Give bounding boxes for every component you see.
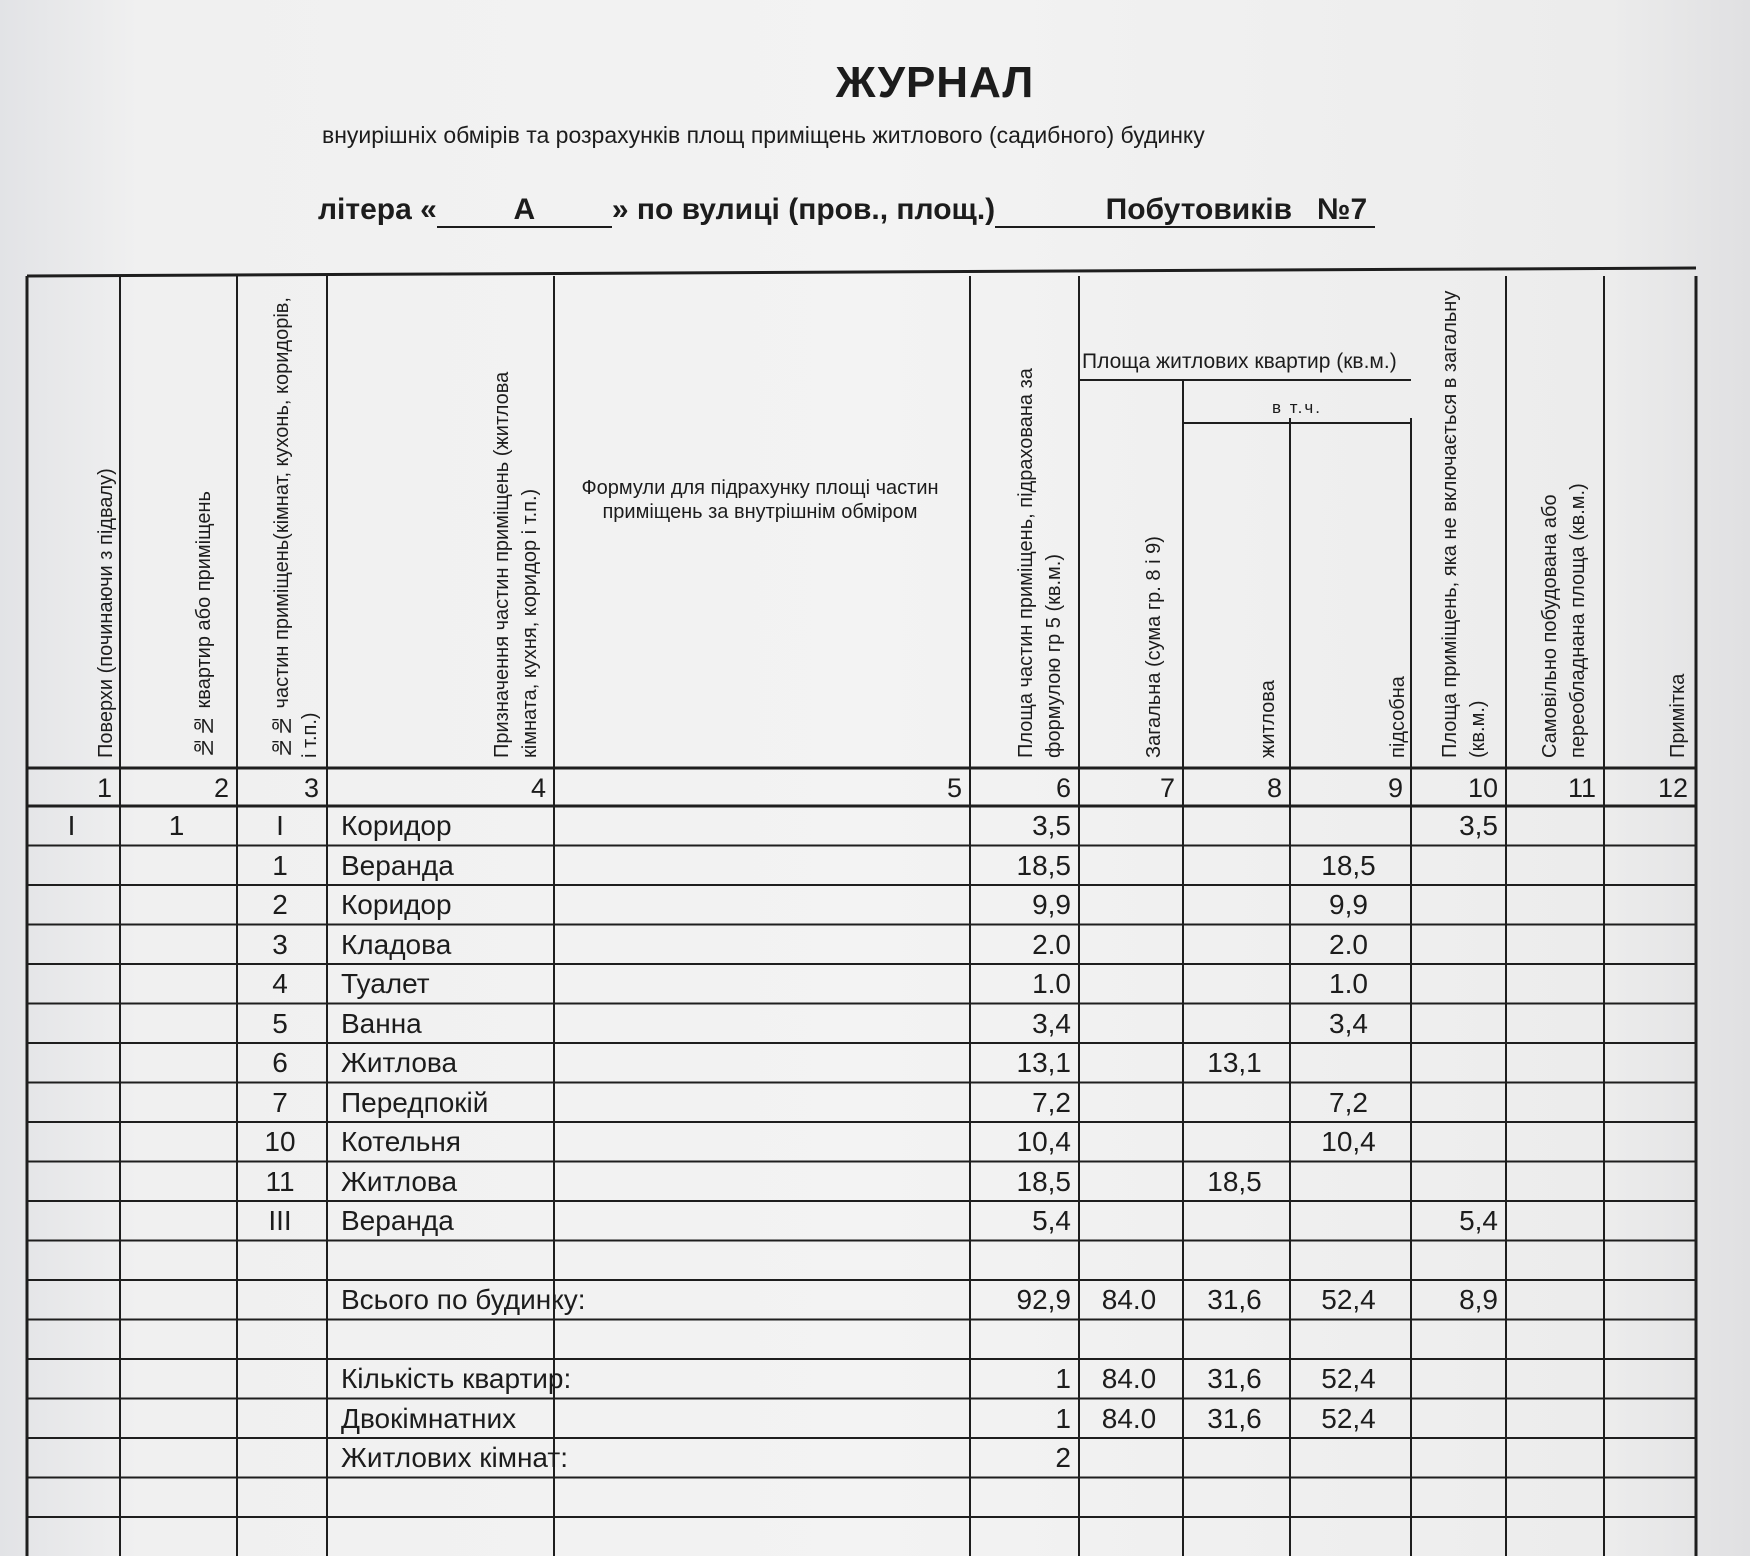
column-number: 9 (1387, 773, 1403, 803)
header-floors: Поверхи (починаючи з підвалу) (95, 468, 117, 758)
cell-excluded: 8,9 (1459, 1284, 1498, 1315)
column-number: 5 (946, 773, 962, 803)
column-number: 10 (1467, 773, 1498, 803)
cell-name: Житлова (341, 1047, 458, 1078)
cell-aux: 1.0 (1329, 968, 1368, 999)
column-number: 2 (213, 773, 229, 803)
cell-part: 6 (272, 1047, 288, 1078)
cell-part: 5 (272, 1007, 288, 1039)
cell-aux: 7,2 (1329, 1086, 1368, 1118)
header-living-area-group: Площа житлових квартир (кв.м.) (1082, 350, 1397, 373)
cell-part: 2 (272, 889, 288, 920)
address-number: №7 (1317, 193, 1368, 226)
cell-part: III (268, 1205, 292, 1236)
page-subtitle: внуирішніх обмірів та розрахунків площ приміщень житлового (садибного) будинку (322, 122, 1205, 148)
cell-area: 2.0 (1032, 928, 1071, 960)
cell-area: 9,9 (1032, 889, 1071, 920)
cell-name: Житлова (341, 1165, 458, 1197)
cell-area: 3,5 (1032, 810, 1071, 841)
cell-name: Кількість квартир: (341, 1363, 572, 1394)
cell-area: 1 (1055, 1363, 1071, 1394)
cell-aux: 52,4 (1321, 1284, 1376, 1315)
cell-part: 7 (272, 1086, 288, 1118)
address-middle: » по вулиці (пров., площ.) (611, 193, 996, 226)
cell-total: 84.0 (1101, 1284, 1157, 1315)
column-number: 12 (1657, 773, 1688, 803)
cell-area: 18,5 (1016, 849, 1071, 881)
cell-excluded: 3,5 (1459, 810, 1498, 841)
cell-name: Кладова (341, 928, 452, 960)
cell-aux: 10,4 (1321, 1126, 1376, 1157)
header-room-parts: №№ частин приміщень(кімнат, кухонь, коридорів, і т.п.) (271, 297, 321, 758)
header-auxiliary: підсобна (1387, 676, 1409, 758)
address-letter: А (437, 194, 612, 228)
header-total: Загальна (сума гр. 8 і 9) (1143, 536, 1165, 758)
column-number: 3 (303, 773, 319, 803)
cell-part: I (276, 810, 284, 841)
cell-living: 31,6 (1207, 1363, 1262, 1394)
cell-part: 1 (272, 849, 288, 881)
header-incl: в т.ч. (1272, 398, 1322, 417)
cell-living: 31,6 (1207, 1402, 1262, 1434)
cell-aux: 2.0 (1329, 928, 1368, 960)
cell-area: 1 (1055, 1402, 1071, 1434)
column-number: 6 (1055, 773, 1071, 803)
column-number: 8 (1266, 773, 1282, 803)
cell-area: 3,4 (1032, 1007, 1071, 1039)
column-number: 4 (530, 773, 546, 803)
cell-apt: 1 (168, 810, 185, 841)
cell-name: Веранда (341, 1205, 454, 1236)
cell-area: 92,9 (1016, 1284, 1071, 1315)
cell-area: 13,1 (1016, 1047, 1071, 1078)
cell-name: Веранда (341, 849, 454, 881)
cell-area: 5,4 (1032, 1205, 1071, 1236)
cell-part: 4 (272, 968, 288, 999)
cell-name: Житлових кімнат: (341, 1442, 568, 1473)
cell-name: Туалет (341, 968, 430, 999)
cell-part: 3 (272, 928, 288, 960)
cell-aux: 52,4 (1321, 1402, 1376, 1434)
cell-name: Коридор (341, 810, 452, 841)
cell-name: Двокімнатних (341, 1402, 517, 1434)
cell-area: 1.0 (1032, 968, 1071, 999)
cell-name: Ванна (341, 1007, 422, 1039)
cell-living: 13,1 (1207, 1047, 1262, 1078)
address-street-name: Побутовиків (1105, 193, 1293, 226)
header-unauthorized-area: Самовільно побудована або переобладнана площа (кв.м.) (1539, 483, 1589, 758)
cell-living: 18,5 (1207, 1165, 1262, 1197)
cell-aux: 9,9 (1329, 889, 1368, 920)
cell-total: 84.0 (1101, 1363, 1157, 1394)
cell-name: Котельня (341, 1126, 461, 1157)
cell-name: Передпокій (341, 1086, 489, 1118)
cell-part: 10 (264, 1126, 296, 1157)
cell-aux: 18,5 (1321, 849, 1376, 881)
cell-aux: 52,4 (1321, 1363, 1376, 1394)
cell-name: Всього по будинку: (341, 1284, 586, 1315)
header-purpose: Призначення частин приміщень (житлова кімната, кухня, коридор і т.п.) (491, 371, 541, 758)
header-living: житлова (1257, 680, 1279, 758)
table-top-border (27, 268, 1696, 276)
header-excluded-area: Площа приміщень, яка не включається в загальну (кв.м.) (1439, 290, 1489, 758)
header-formulas: Формули для підрахунку площі частин приміщень за внутрішнім обміром (581, 477, 939, 523)
cell-name: Коридор (341, 889, 452, 920)
cell-area: 10,4 (1016, 1126, 1071, 1157)
cell-floor: I (67, 810, 76, 841)
header-apartments: №№ квартир або приміщень (193, 491, 215, 758)
cell-excluded: 5,4 (1459, 1205, 1498, 1236)
cell-total: 84.0 (1101, 1402, 1157, 1434)
cell-aux: 3,4 (1329, 1007, 1368, 1039)
page-title: ЖУРНАЛ (835, 58, 1035, 107)
column-number: 1 (96, 773, 112, 803)
column-number: 7 (1159, 773, 1175, 803)
column-number: 11 (1567, 773, 1596, 803)
header-note: Примітка (1667, 673, 1689, 758)
cell-part: 11 (265, 1165, 295, 1197)
cell-area: 7,2 (1032, 1086, 1071, 1118)
cell-area: 18,5 (1016, 1165, 1071, 1197)
address-prefix: літера « (318, 193, 437, 226)
cell-area: 2 (1055, 1442, 1071, 1473)
cell-living: 31,6 (1207, 1284, 1262, 1315)
header-area-by-formula: Площа частин приміщень, підрахована за формулою гр 5 (кв.м.) (1015, 368, 1065, 758)
